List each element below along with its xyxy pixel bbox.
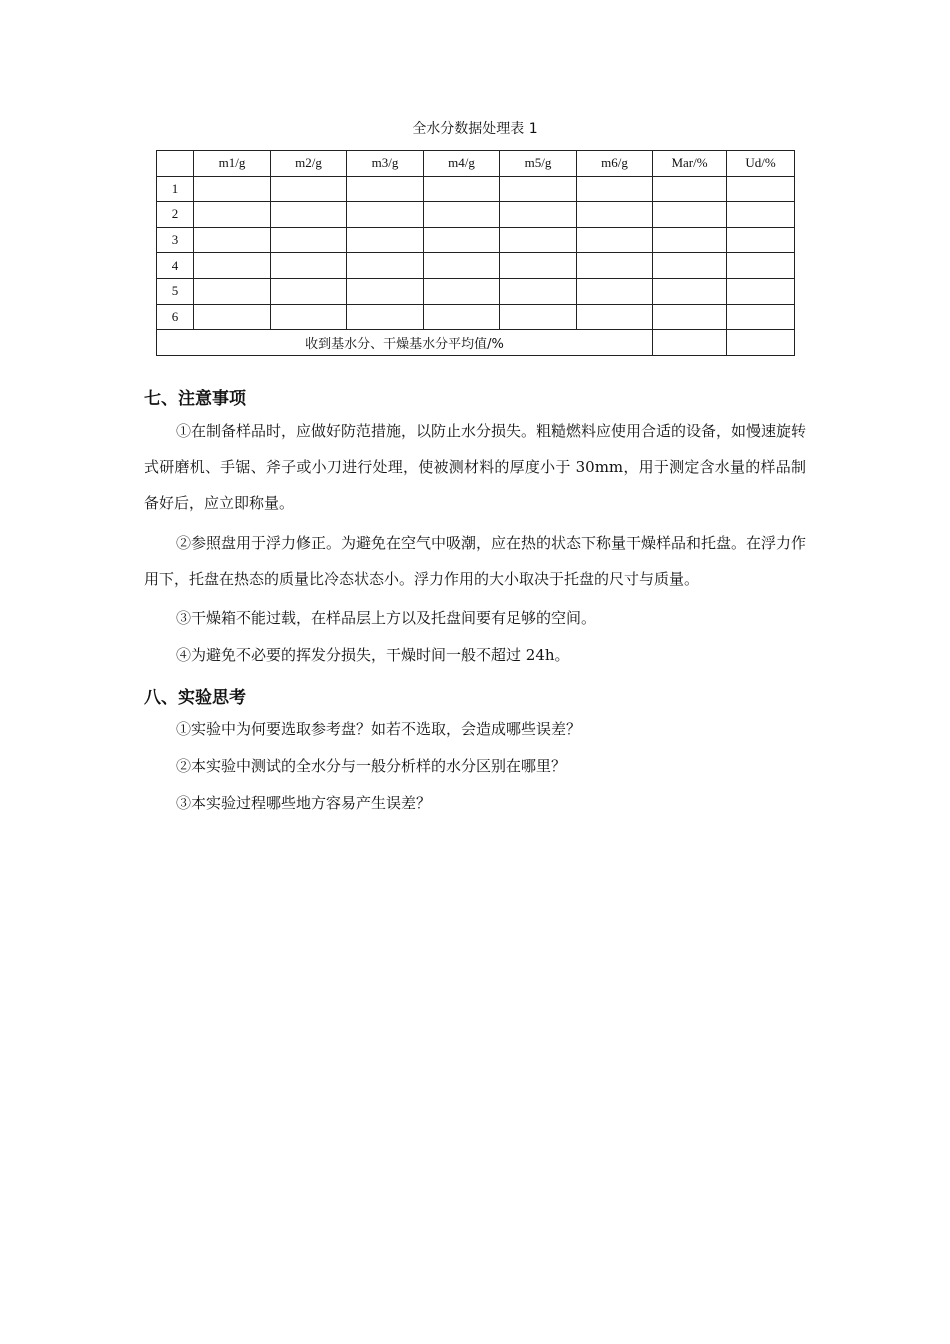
header-cell: Mar/%	[653, 151, 727, 177]
table-cell	[424, 176, 500, 202]
table-cell	[271, 253, 347, 279]
note-item-2: ②参照盘用于浮力修正。为避免在空气中吸潮，应在热的状态下称量干燥样品和托盘。在浮力作用下，托盘在热态的质量比冷态状态小。浮力作用的大小取决于托盘的尺寸与质量。	[144, 534, 807, 588]
table-cell	[194, 278, 271, 304]
table-cell	[424, 304, 500, 330]
table-cell	[577, 278, 653, 304]
header-cell: Ud/%	[727, 151, 795, 177]
table-cell	[194, 176, 271, 202]
table-cell	[500, 253, 577, 279]
table-cell	[727, 227, 795, 253]
header-cell: m1/g	[194, 151, 271, 177]
table-cell	[194, 227, 271, 253]
table-cell	[727, 330, 795, 356]
table-cell	[577, 176, 653, 202]
table-cell	[271, 176, 347, 202]
table-cell	[653, 278, 727, 304]
table-cell	[577, 227, 653, 253]
row-number: 6	[157, 304, 194, 330]
header-cell: m6/g	[577, 151, 653, 177]
header-cell: m2/g	[271, 151, 347, 177]
table-cell	[500, 227, 577, 253]
table-cell	[653, 227, 727, 253]
table-row	[157, 304, 795, 330]
table-cell	[271, 202, 347, 228]
table-row	[157, 278, 795, 304]
table-cell	[500, 304, 577, 330]
header-cell: m3/g	[347, 151, 424, 177]
table-cell	[653, 176, 727, 202]
table-cell	[424, 253, 500, 279]
note-item-3: ③干燥箱不能过载，在样品层上方以及托盘间要有足够的空间。	[176, 609, 597, 627]
table-cell	[194, 304, 271, 330]
table-cell	[347, 202, 424, 228]
table-cell	[577, 202, 653, 228]
table-cell	[727, 253, 795, 279]
table-cell	[424, 227, 500, 253]
row-number: 2	[157, 202, 194, 228]
table-cell	[500, 202, 577, 228]
row-number: 1	[157, 176, 194, 202]
summary-row	[157, 330, 795, 356]
table-cell	[424, 202, 500, 228]
table-cell	[727, 202, 795, 228]
question-item-1: ①实验中为何要选取参考盘？如若不选取，会造成哪些误差？	[176, 720, 582, 738]
table-caption: 全水分数据处理表 1	[412, 121, 538, 137]
table-cell	[727, 304, 795, 330]
table-cell	[577, 253, 653, 279]
moisture-data-table	[156, 150, 795, 356]
question-item-3: ③本实验过程哪些地方容易产生误差？	[176, 794, 432, 812]
table-row	[157, 227, 795, 253]
note-item-4: ④为避免不必要的挥发分损失，干燥时间一般不超过 24h。	[176, 646, 570, 664]
table-cell	[347, 253, 424, 279]
summary-label: 收到基水分、干燥基水分平均值/%	[157, 330, 653, 356]
table-cell	[347, 176, 424, 202]
table-cell	[347, 304, 424, 330]
table-cell	[500, 176, 577, 202]
table-cell	[424, 278, 500, 304]
table-row	[157, 253, 795, 279]
header-cell: m4/g	[424, 151, 500, 177]
table-cell	[347, 227, 424, 253]
table-cell	[727, 278, 795, 304]
table-cell	[577, 304, 653, 330]
header-cell: m5/g	[500, 151, 577, 177]
table-cell	[727, 176, 795, 202]
table-row	[157, 176, 795, 202]
section-8-heading: 八、实验思考	[144, 688, 246, 708]
table-cell	[653, 330, 727, 356]
header-cell	[157, 151, 194, 177]
table-cell	[271, 278, 347, 304]
table-header-row	[157, 151, 795, 177]
table-cell	[347, 278, 424, 304]
note-item-1: ①在制备样品时，应做好防范措施，以防止水分损失。粗糙燃料应使用合适的设备，如慢速旋转式研磨机、手锯、斧子或小刀进行处理，使被测材料的厚度小于 30mm，用于测定含水量的样品制备好后，应立即称量。	[144, 422, 807, 512]
table-cell	[271, 304, 347, 330]
table-cell	[271, 227, 347, 253]
row-number: 3	[157, 227, 194, 253]
table-cell	[653, 202, 727, 228]
row-number: 4	[157, 253, 194, 279]
table-cell	[194, 253, 271, 279]
section-7-heading: 七、注意事项	[144, 389, 246, 409]
table-cell	[653, 304, 727, 330]
row-number: 5	[157, 278, 194, 304]
table-row	[157, 202, 795, 228]
question-item-2: ②本实验中测试的全水分与一般分析样的水分区别在哪里？	[176, 757, 567, 775]
table-cell	[500, 278, 577, 304]
table-cell	[194, 202, 271, 228]
table-cell	[653, 253, 727, 279]
